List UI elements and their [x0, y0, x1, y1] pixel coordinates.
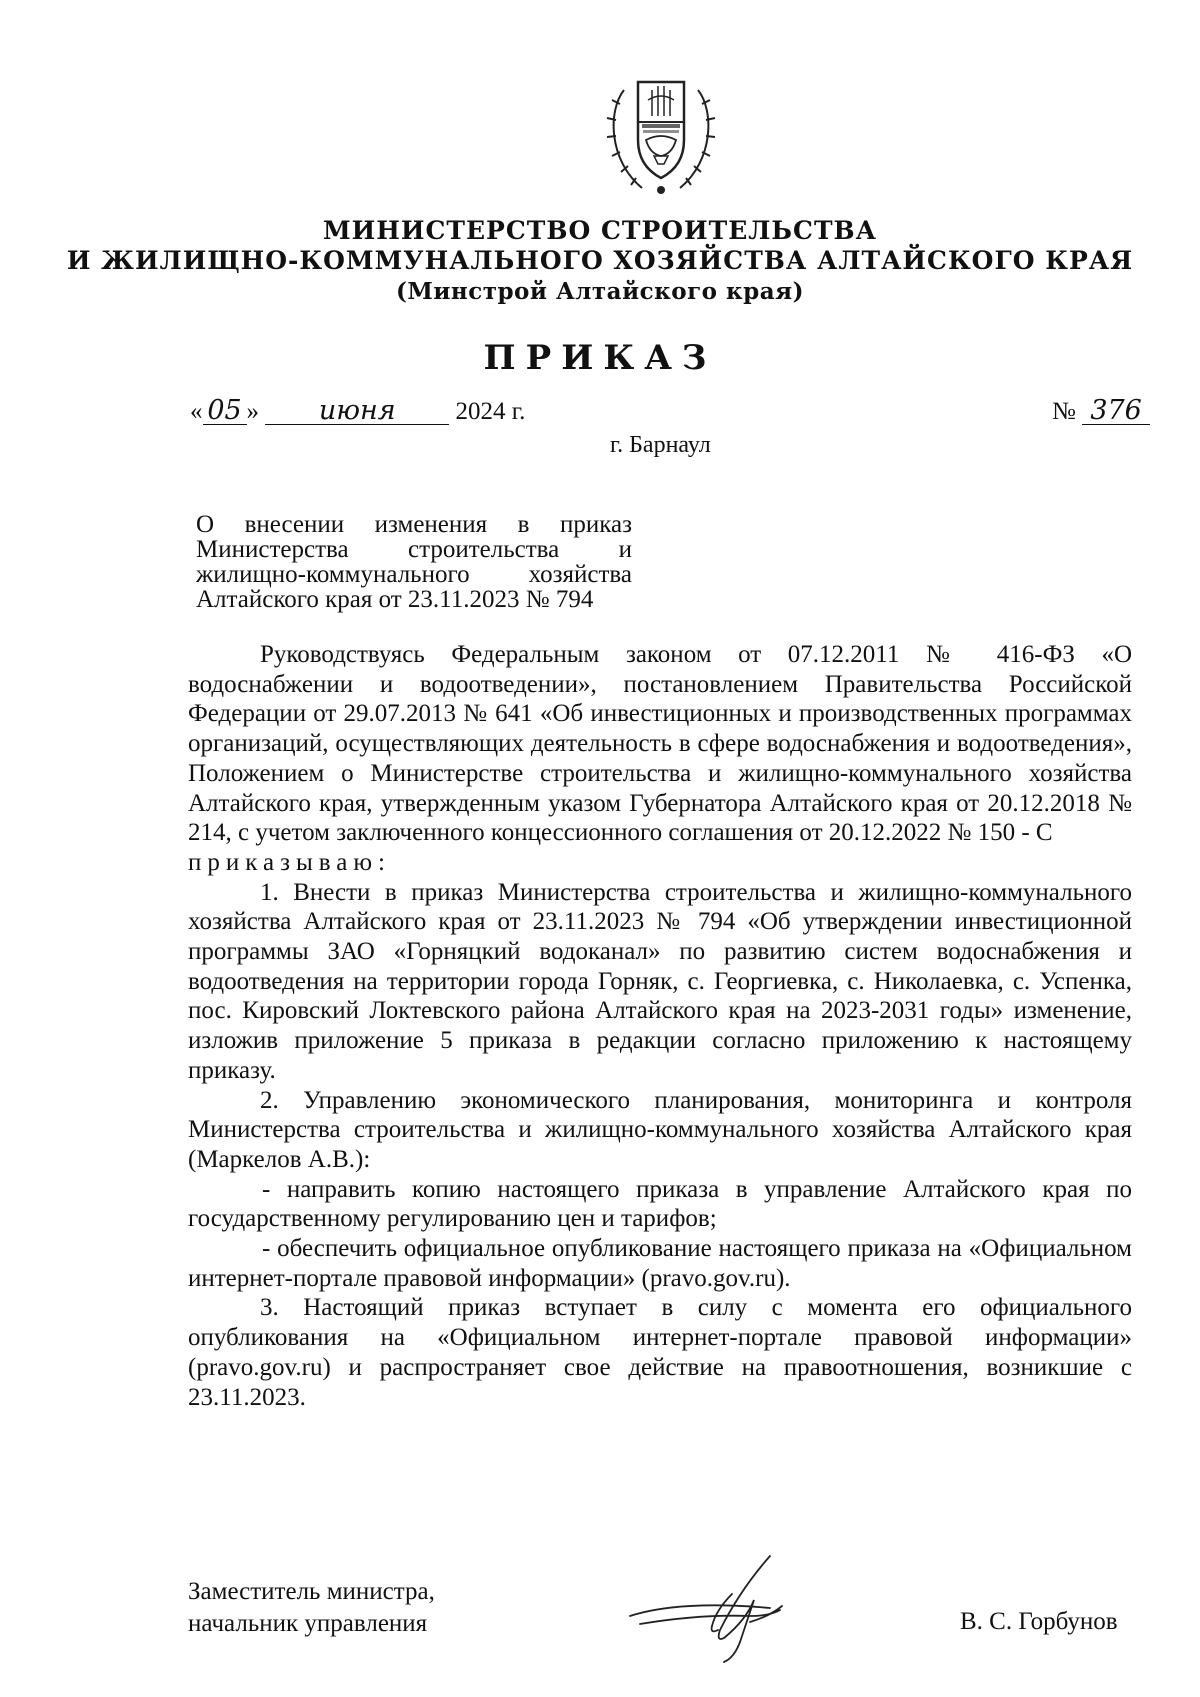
document-type-title: ПРИКАЗ: [483, 338, 717, 378]
order-item-2: 2. Управлению экономического планирования, мониторинга и контроля Министерства строительства и жилищно-коммунального хозяйства Алтайского края (Маркелов А.В.):: [188, 1086, 1132, 1173]
order-item-2-subitem: - направить копию настоящего приказа в управление Алтайского края по государственному регулированию цен и тарифов;: [188, 1175, 1132, 1233]
order-item-1: 1. Внести в приказ Министерства строительства и жилищно-коммунального хозяйства Алтайского края от 23.11.2023 № 794 «Об утверждении инвестиционной программы ЗАО «Горняцкий водоканал» по развитию систем водоснабжения и водоотведения на территории города Горняк, с. Георгиевка, с. Николаевка, с. Успенка, пос. Кировский Локтевского района Алтайского края на 2023-2031 годы» изменение, изложив приложение 5 приказа в редакции согласно приложению к настоящему приказу.: [188, 878, 1132, 1084]
date-day-handwritten: 05: [203, 398, 247, 425]
document-subject: [196, 512, 632, 612]
subject-line: жилищно-коммунального хозяйства: [196, 561, 632, 588]
date-quote-close: »: [246, 398, 259, 425]
preamble-paragraph: Руководствуясь Федеральным законом от 07.12.2011 № 416-ФЗ «О водоснабжении и водоотведении», постановлением Правительства Российской Федерации от 29.07.2013 № 641 «Об инвестиционных и производственных программах организаций, осуществляющих деятельность в сфере водоснабжения и водоотведения», Положением о Министерстве строительства и жилищно-коммунального хозяйства Алтайского края, утвержденным указом Губернатора Алтайского края от 20.12.2018 № 214, с учетом заключенного концессионного соглашения от 20.12.2022 № 150 - С: [188, 641, 1132, 847]
subject-line: О внесении изменения в приказ: [196, 511, 632, 538]
date-year: 2024 г.: [455, 398, 526, 425]
signatory-position: [188, 1576, 435, 1640]
subject-line: Министерства строительства и: [196, 536, 632, 563]
signatory-name: В. С. Горбунов: [960, 1608, 1118, 1635]
order-item-3: 3. Настоящий приказ вступает в силу с момента его официального опубликования на «Официальном интернет-портале правовой информации» (pravo.gov.ru) и распространяет свое действие на правоотношения, возникшие с 23.11.2023.: [188, 1294, 1132, 1411]
handwritten-signature: [620, 1550, 820, 1670]
organization-short-name: (Минстрой Алтайского края): [395, 278, 804, 305]
signatory-position-line: начальник управления: [188, 1610, 428, 1637]
document-city: г. Барнаул: [610, 432, 711, 458]
organization-name-line1: МИНИСТЕРСТВО СТРОИТЕЛЬСТВА: [322, 216, 878, 245]
date-month-handwritten: июня: [265, 398, 449, 425]
document-body: [188, 640, 1132, 1412]
document-date: [190, 395, 526, 426]
signatory-position-line: Заместитель министра,: [188, 1578, 435, 1605]
date-quote-open: «: [190, 398, 203, 425]
coat-of-arms-emblem: [602, 70, 720, 200]
organization-name-line2: И ЖИЛИЩНО-КОММУНАЛЬНОГО ХОЗЯЙСТВА АЛТАЙСКОГО КРАЯ: [66, 246, 1134, 275]
document-number: [1052, 395, 1150, 426]
number-label: №: [1052, 398, 1076, 425]
order-item-2-subitem: - обеспечить официальное опубликование настоящего приказа на «Официальном интернет-портале правовой информации» (pravo.gov.ru).: [188, 1235, 1132, 1292]
order-word: приказываю:: [188, 848, 391, 876]
subject-line: Алтайского края от 23.11.2023 № 794: [196, 586, 594, 613]
number-handwritten: 376: [1082, 398, 1150, 425]
